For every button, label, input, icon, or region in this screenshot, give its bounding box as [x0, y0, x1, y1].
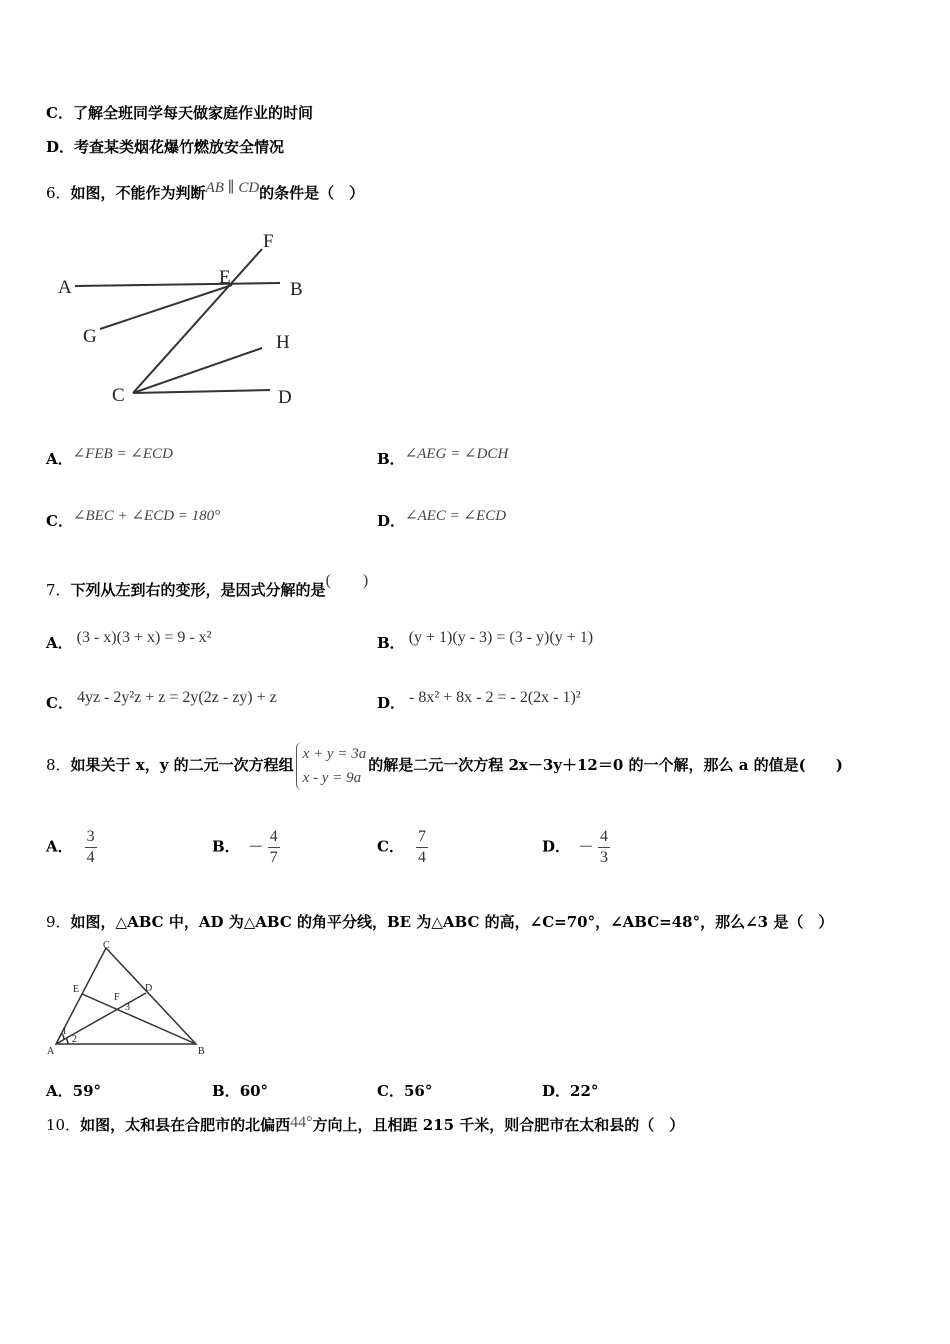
q8-option-d[interactable]: D． － $\frac{4}{3}$ — [542, 828, 609, 866]
line-cd — [133, 390, 270, 393]
triangle-abc — [56, 948, 196, 1044]
label-b: B — [290, 279, 303, 300]
q9-triangle-figure — [44, 940, 214, 1060]
question-9: 9．如图，△ABC 中，AD 为△ABC 的角平分线，BE 为△ABC 的高，∠C=70°，∠ABC=48°，那么∠3 是（ ） — [46, 913, 834, 931]
label-c: C — [112, 385, 125, 406]
fraction: $\frac{4}{7}$ — [269, 828, 278, 866]
label-b: B — [198, 1046, 205, 1057]
label-a: A — [58, 277, 72, 298]
label-c: C — [103, 940, 110, 951]
label-e: E — [73, 984, 80, 995]
q6-figure — [50, 225, 320, 415]
q7-option-c[interactable]: C． 4yz - 2y²z + z = 2y(2z - zy) + z — [46, 689, 277, 712]
fraction: $\frac{7}{4}$ — [417, 828, 426, 866]
q6-option-a[interactable]: A．∠FEB = ∠ECD — [46, 446, 173, 468]
q10-angle: 44° — [290, 1114, 313, 1131]
q8-equation-system: x + y = 3a x - y = 9a — [296, 742, 367, 790]
angle-2-arc — [66, 1038, 68, 1044]
question-8: 8．如果关于 x，y 的二元一次方程组 x + y = 3a x - y = 9a 的解是二元一次方程 2x－3y＋12＝0 的一个解，那么 a 的值是( ) — [46, 742, 843, 790]
q7-option-d[interactable]: D． - 8x² + 8x - 2 = - 2(2x - 1)² — [377, 689, 581, 712]
q9-option-d[interactable]: D．22° — [542, 1082, 599, 1100]
option-c-prev: C．了解全班同学每天做家庭作业的时间 — [46, 104, 313, 122]
label-angle-3: 3 — [125, 1002, 130, 1013]
label-e: E — [219, 267, 231, 288]
q7-option-a[interactable]: A． (3 - x)(3 + x) = 9 - x² — [46, 629, 212, 652]
label-f: F — [114, 992, 120, 1003]
q8-option-c[interactable]: C． $\frac{7}{4}$ — [377, 828, 426, 866]
label-d: D — [145, 983, 153, 994]
q6-option-b[interactable]: B．∠AEG = ∠DCH — [377, 446, 509, 468]
question-6: 6．如图，不能作为判断AB ∥ CD的条件是（ ） — [46, 180, 365, 202]
q9-option-a[interactable]: A．59° — [46, 1082, 102, 1100]
question-7: 7．下列从左到右的变形，是因式分解的是( ) — [46, 572, 369, 599]
q7-option-b[interactable]: B． (y + 1)(y - 3) = (3 - y)(y + 1) — [377, 629, 594, 652]
line-ab — [75, 283, 280, 286]
line-eg — [100, 285, 232, 329]
q6-option-c[interactable]: C．∠BEC + ∠ECD = 180° — [46, 508, 221, 530]
label-f: F — [263, 231, 274, 252]
label-d: D — [278, 387, 292, 408]
q8-option-a[interactable]: A． $\frac{3}{4}$ — [46, 828, 95, 866]
question-10: 10．如图，太和县在合肥市的北偏西44°方向上，且相距 215 千米，则合肥市在太和县的（ ） — [46, 1114, 685, 1134]
label-g: G — [83, 326, 97, 347]
q9-option-c[interactable]: C．56° — [377, 1082, 433, 1100]
q8-option-b[interactable]: B． － $\frac{4}{7}$ — [212, 828, 278, 866]
fraction: $\frac{4}{3}$ — [600, 828, 609, 866]
label-angle-2: 2 — [72, 1034, 77, 1045]
q6-option-d[interactable]: D．∠AEC = ∠ECD — [377, 508, 507, 530]
fraction: $\frac{3}{4}$ — [86, 828, 95, 866]
option-d-prev: D．考查某类烟花爆竹燃放安全情况 — [46, 138, 285, 156]
label-h: H — [276, 332, 290, 353]
q6-condition-math: AB ∥ CD — [205, 180, 260, 196]
label-angle-1: 1 — [62, 1026, 67, 1037]
q9-option-b[interactable]: B．60° — [212, 1082, 269, 1100]
label-a: A — [47, 1046, 55, 1057]
